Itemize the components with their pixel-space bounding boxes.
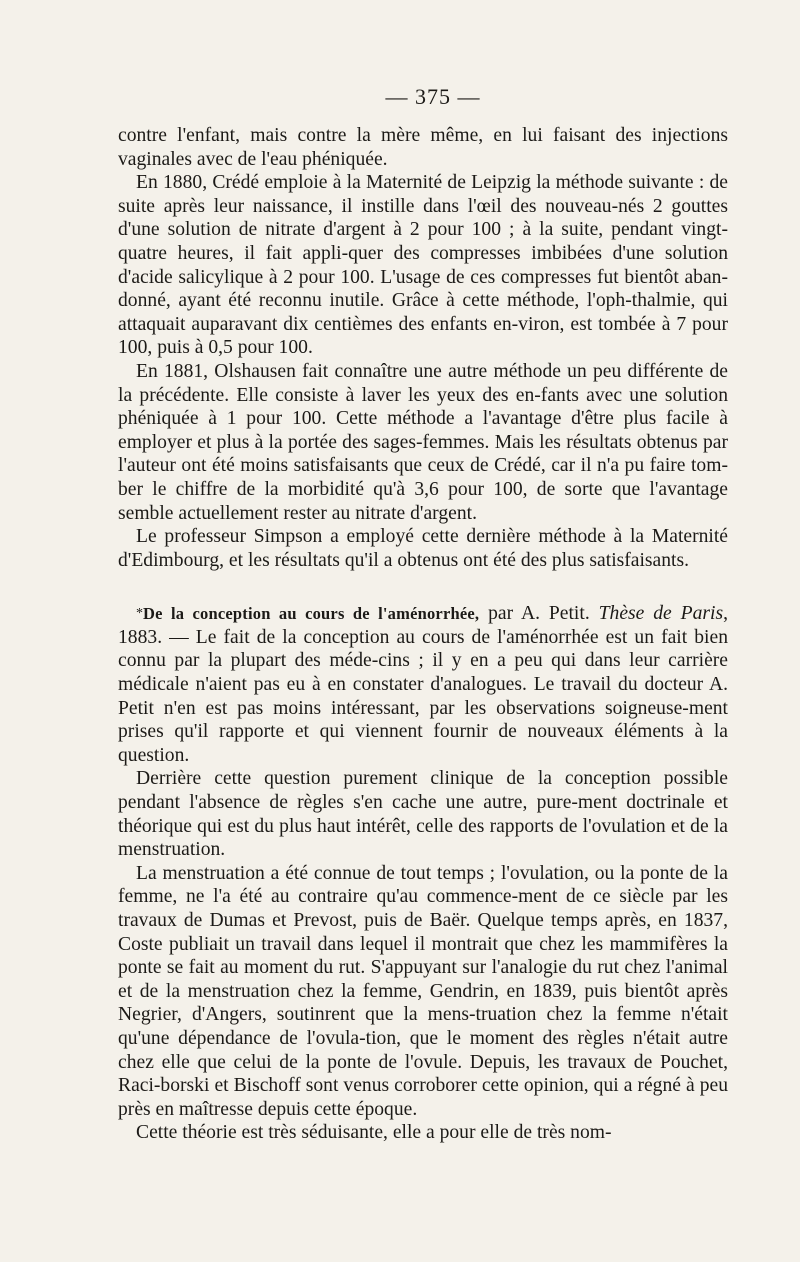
section-spacer bbox=[118, 572, 728, 602]
section-heading-paragraph bbox=[118, 602, 728, 767]
section-author: par A. Petit. bbox=[479, 603, 590, 625]
paragraph-simpson: Le professeur Simpson a employé cette dernière méthode à la Maternité d'Edimbourg, et les résultats qu'il a obtenus ont été des plus satisfaisants. bbox=[118, 526, 728, 571]
section-source: Thèse de Paris bbox=[598, 603, 724, 625]
section-title: De la conception au cours de l'aménorrhée, bbox=[143, 604, 480, 624]
paragraph-olshausen: En 1881, Olshausen fait connaître une autre méthode un peu différente de la précédente. Elle consiste à laver les yeux des en-fants avec une solution phéniquée à 1 pour 100. Cette méthode a l'avantage d'être plus facile à employer et plus à la portée des sages-femmes. Mais les résultats obtenus par l'auteur ont été moins satisfaisants que ceux de Crédé, car il n'a pu faire tom-ber le chiffre de la morbidité qu'à 3,6 pour 100, de sorte que l'avantage semble actuellement rester au nitrate d'argent. bbox=[118, 360, 728, 524]
paragraph-theory: Cette théorie est très séduisante, elle a pour elle de très nom- bbox=[136, 1122, 612, 1144]
paragraph-continuation: contre l'enfant, mais contre la mère même, en lui faisant des injections vaginales avec de l'eau phéniquée. bbox=[118, 125, 728, 170]
page-number: — 375 — bbox=[385, 84, 481, 109]
paragraph-doctrine: Derrière cette question purement clinique de la conception possible pendant l'absence de règles s'en cache une autre, pure-ment doctrinale et théorique qui est du plus haut intérêt, celle des rapports de l'ovulation et de la menstruation. bbox=[118, 768, 728, 861]
footnote-mark: * bbox=[136, 606, 143, 622]
paragraph-menstruation: La menstruation a été connue de tout temps ; l'ovulation, ou la ponte de la femme, ne l'a été au contraire qu'au commence-ment de ce siècle par les travaux de Dumas et Prevost, puis de Baër. Quelque temps après, en 1837, Coste publiait un travail dans lequel il montrait que chez les mammifères la ponte se fait au moment du rut. S'appuyant sur l'analogie du rut chez l'animal et de la menstruation chez la femme, Gendrin, en 1839, puis bientôt après Negrier, d'Angers, soutinrent que la mens-truation chez la femme n'était qu'une dépendance de l'ovula-tion, que le moment des règles n'était autre chez elle que celui de la ponte de l'ovule. Depuis, les travaux de Pouchet, Raci-borski et Bischoff sont venus corroborer cette opinion, qui a régné à peu près en maîtresse depuis cette époque. bbox=[118, 862, 728, 1120]
section-intro-text: , 1883. — Le fait de la conception au cours de l'aménorrhée est un fait bien connu par la plupart des méde-cins ; il y en a peu qui dans leur carrière médicale n'aient pas eu à en constater d'analogues. Le travail du docteur A. Petit n'en est pas moins intéressant, par les observations soigneuse-ment prises qu'il rapporte et qui viennent fournir de nouveaux éléments à la question. bbox=[118, 603, 728, 766]
paragraph-crede: En 1880, Crédé emploie à la Maternité de Leipzig la méthode suivante : de suite après leur naissance, il instille dans l'œil des nouveau-nés 2 gouttes d'une solution de nitrate d'argent à 2 pour 100 ; à la suite, pendant vingt-quatre heures, il fait appli-quer des compresses imbibées d'une solution d'acide salicylique à 2 pour 100. L'usage de ces compresses fut bientôt aban-donné, ayant été reconnu inutile. Grâce à cette méthode, l'oph-thalmie, qui attaquait auparavant dix centièmes des enfants en-viron, est tombée à 7 pour 100, puis à 0,5 pour 100. bbox=[118, 172, 728, 359]
